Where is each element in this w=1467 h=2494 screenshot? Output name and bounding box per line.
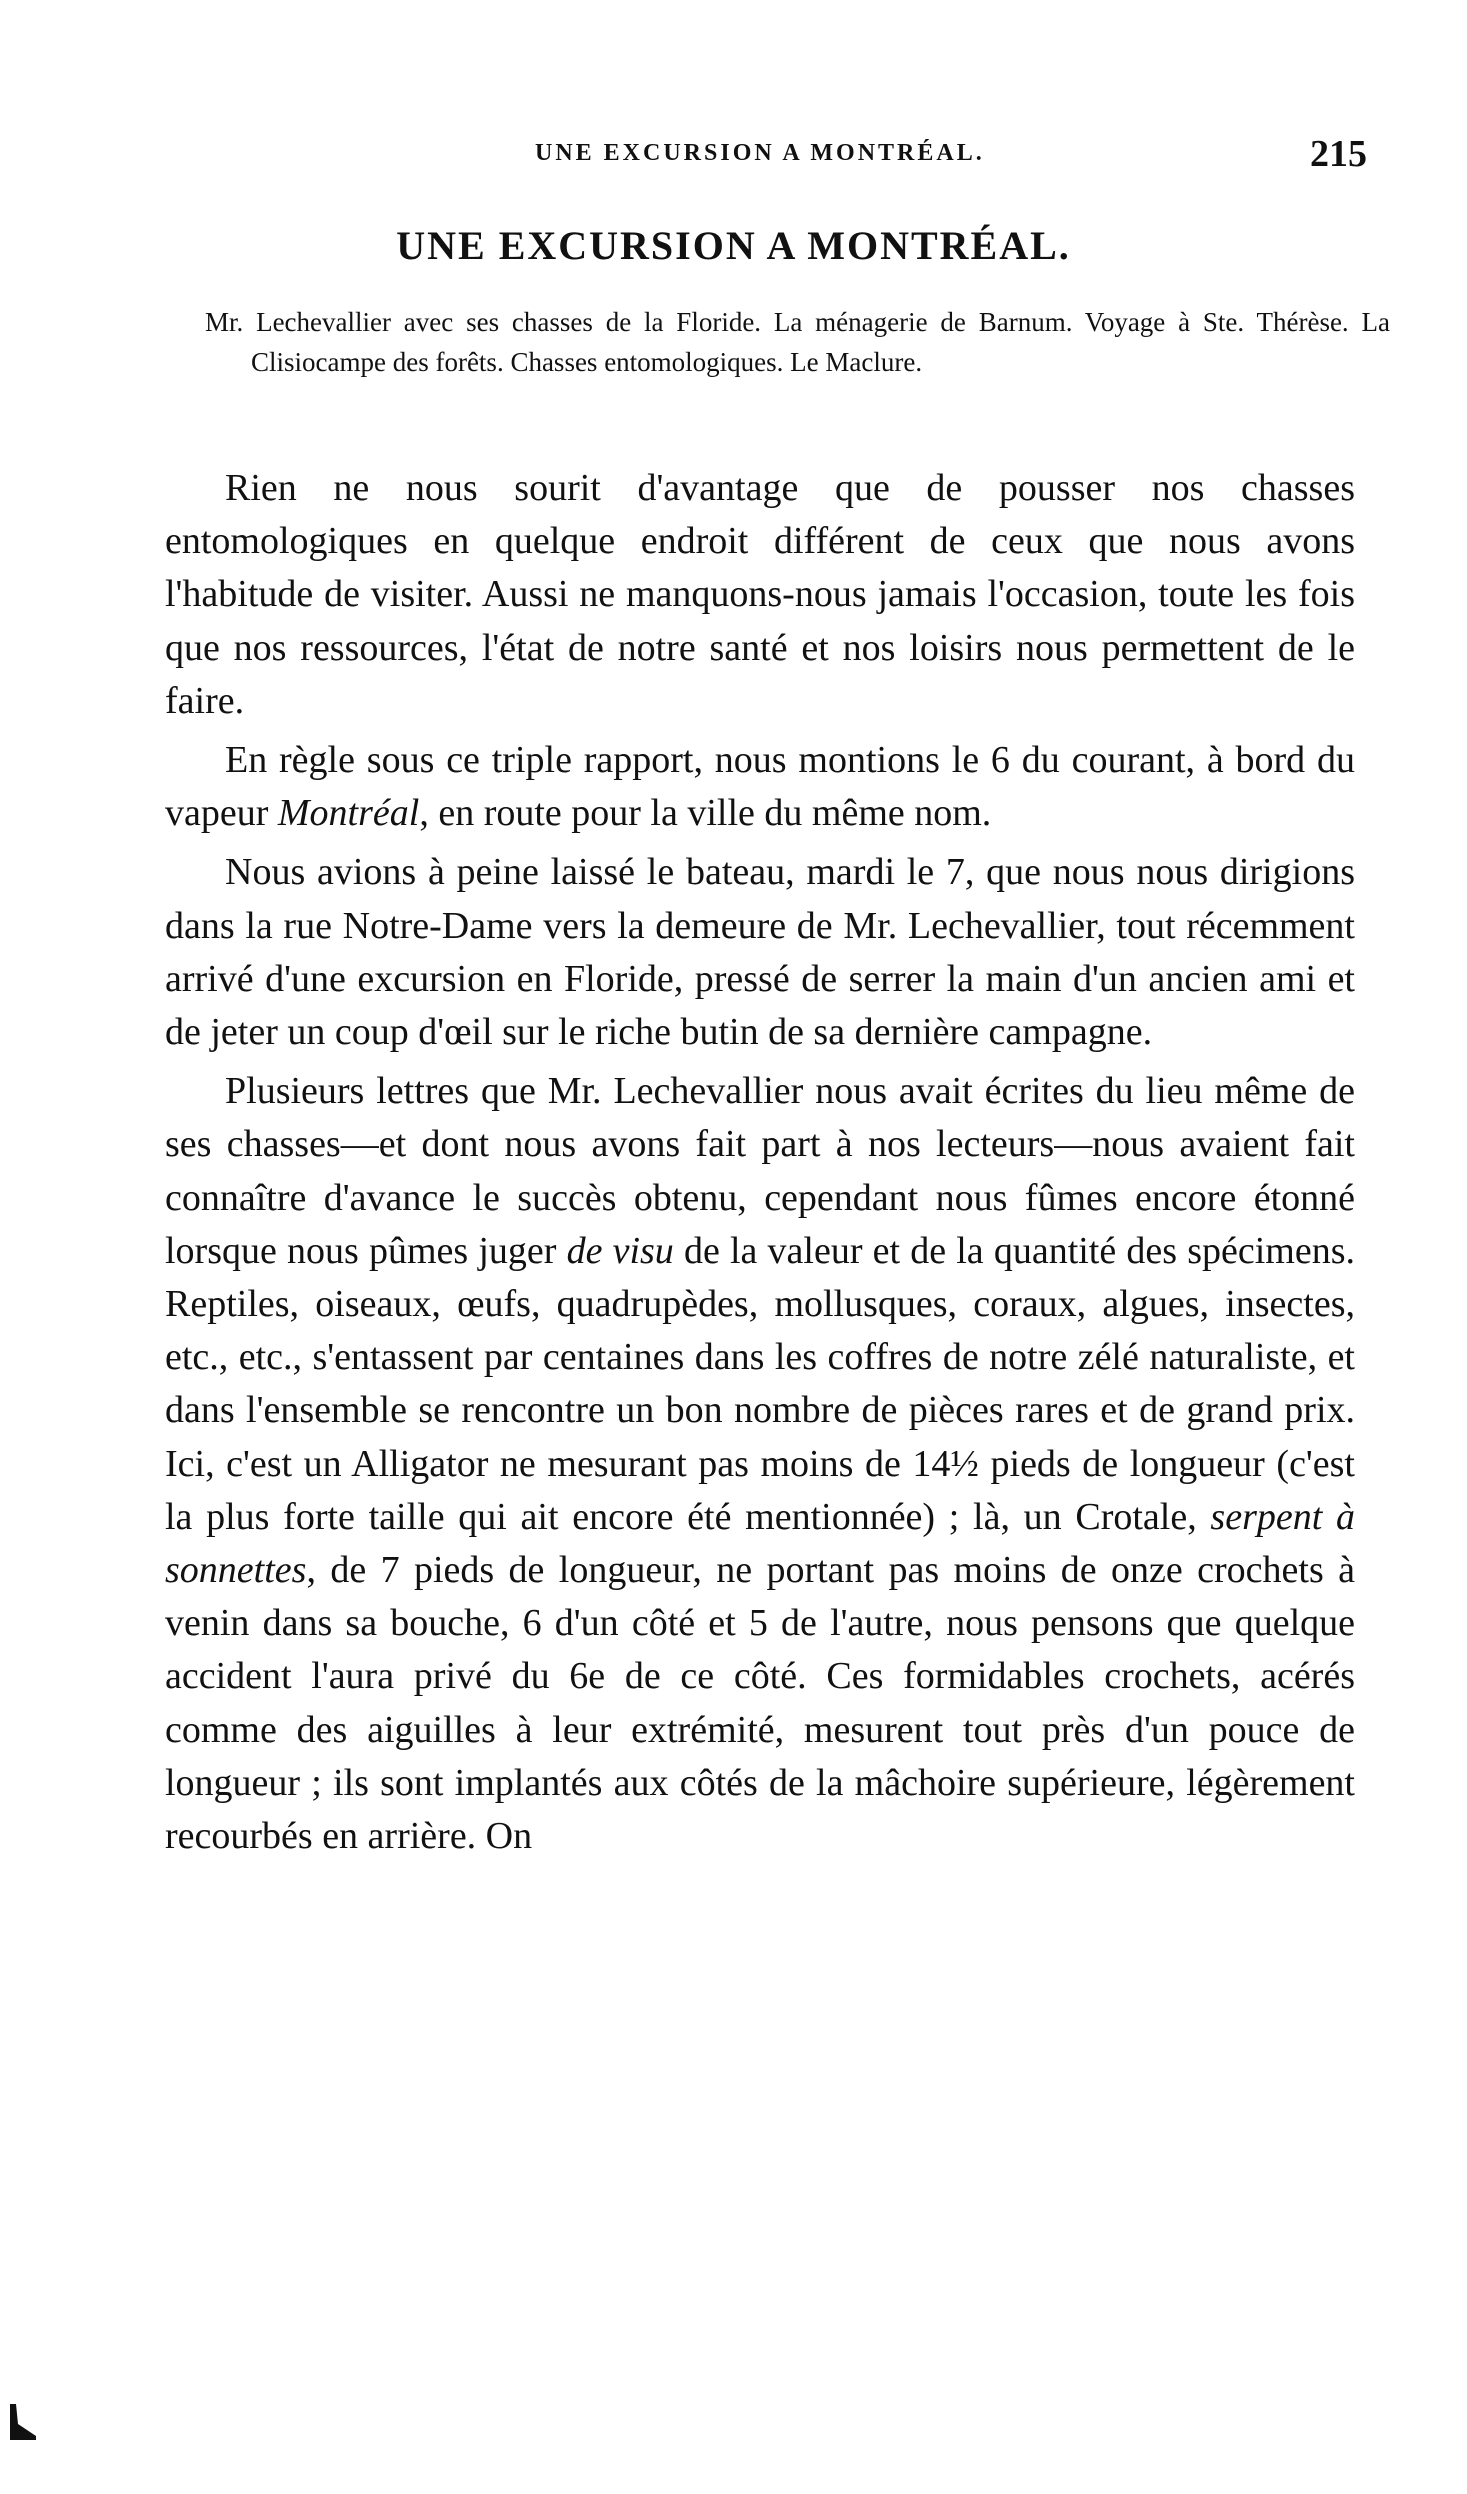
paragraph-1-text: Rien ne nous sourit d'avantage que de pousser nos chasses entomologiques en quelque endroit différent de ceux que nous avons l'habitude de visiter. Aussi ne manquons-nous jamais l'occasion, toute les fois que nos ressources, l'état de notre santé et nos loisirs nous permettent de le faire. xyxy=(165,467,1355,722)
article-body xyxy=(165,462,1355,1869)
paragraph-2-text-a: En règle sous ce triple rapport, nous montions le 6 du courant, à bord du vapeur xyxy=(165,739,1355,835)
page-number: 215 xyxy=(1310,133,1367,175)
paragraph-1 xyxy=(165,462,1355,728)
paragraph-4 xyxy=(165,1065,1355,1863)
paragraph-4-text-a: Plusieurs lettres que Mr. Lechevallier nous avait écrites du lieu même de ses chasses—et dont nous avons fait part à nos lecteurs—nous avaient fait connaître d'avance le succès obtenu, cependant nous fûmes encore étonné lorsque nous pûmes juger xyxy=(165,1070,1355,1272)
paragraph-2-text-b: , en route pour la ville du même nom. xyxy=(419,792,992,835)
paragraph-3 xyxy=(165,846,1355,1059)
running-head: UNE EXCURSION A MONTRÉAL. xyxy=(535,140,985,166)
scan-corner-mark xyxy=(8,2402,38,2442)
paragraph-2 xyxy=(165,734,1355,840)
paragraph-4-text-b: de la valeur et de la quantité des spécimens. Reptiles, oiseaux, œufs, quadrupèdes, mollusques, coraux, algues, insectes, etc., etc., s'entassent par centaines dans les coffres de notre zélé naturaliste, et dans l'ensemble se rencontre un bon nombre de pièces rares et de grand prix. Ici, c'est un Alligator ne mesurant pas moins de 14½ pieds de longueur (c'est la plus forte taille qui ait encore été mentionnée) ; là, un Crotale, xyxy=(165,1229,1355,1538)
latin-phrase: de visu xyxy=(566,1229,674,1272)
paragraph-3-text: Nous avions à peine laissé le bateau, mardi le 7, que nous nous dirigions dans la rue Notre-Dame vers la demeure de Mr. Lechevallier, tout récemment arrivé d'une excursion en Floride, pressé de serrer la main d'un ancien ami et de jeter un coup d'œil sur le riche butin de sa dernière campagne. xyxy=(165,851,1355,1054)
ship-name: Montréal xyxy=(277,792,420,835)
article-title: UNE EXCURSION A MONTRÉAL. xyxy=(396,223,1071,268)
chapter-summary: Mr. Lechevallier avec ses chasses de la Floride. La ménagerie de Barnum. Voyage à Ste. Thérèse. La Clisiocampe des forêts. Chasses entomologiques. Le Maclure. xyxy=(205,307,1390,377)
common-name: serpent à sonnettes xyxy=(165,1495,1355,1592)
paragraph-4-text-c: , de 7 pieds de longueur, ne portant pas moins de onze crochets à venin dans sa bouche, 6 d'un côté et 5 de l'autre, nous pensons que quelque accident l'aura privé du 6e de ce côté. Ces formidables crochets, acérés comme des aiguilles à leur extrémité, mesurent tout près d'un pouce de longueur ; ils sont implantés aux côtés de la mâchoire supérieure, légèrement recourbés en arrière. On xyxy=(165,1549,1355,1858)
